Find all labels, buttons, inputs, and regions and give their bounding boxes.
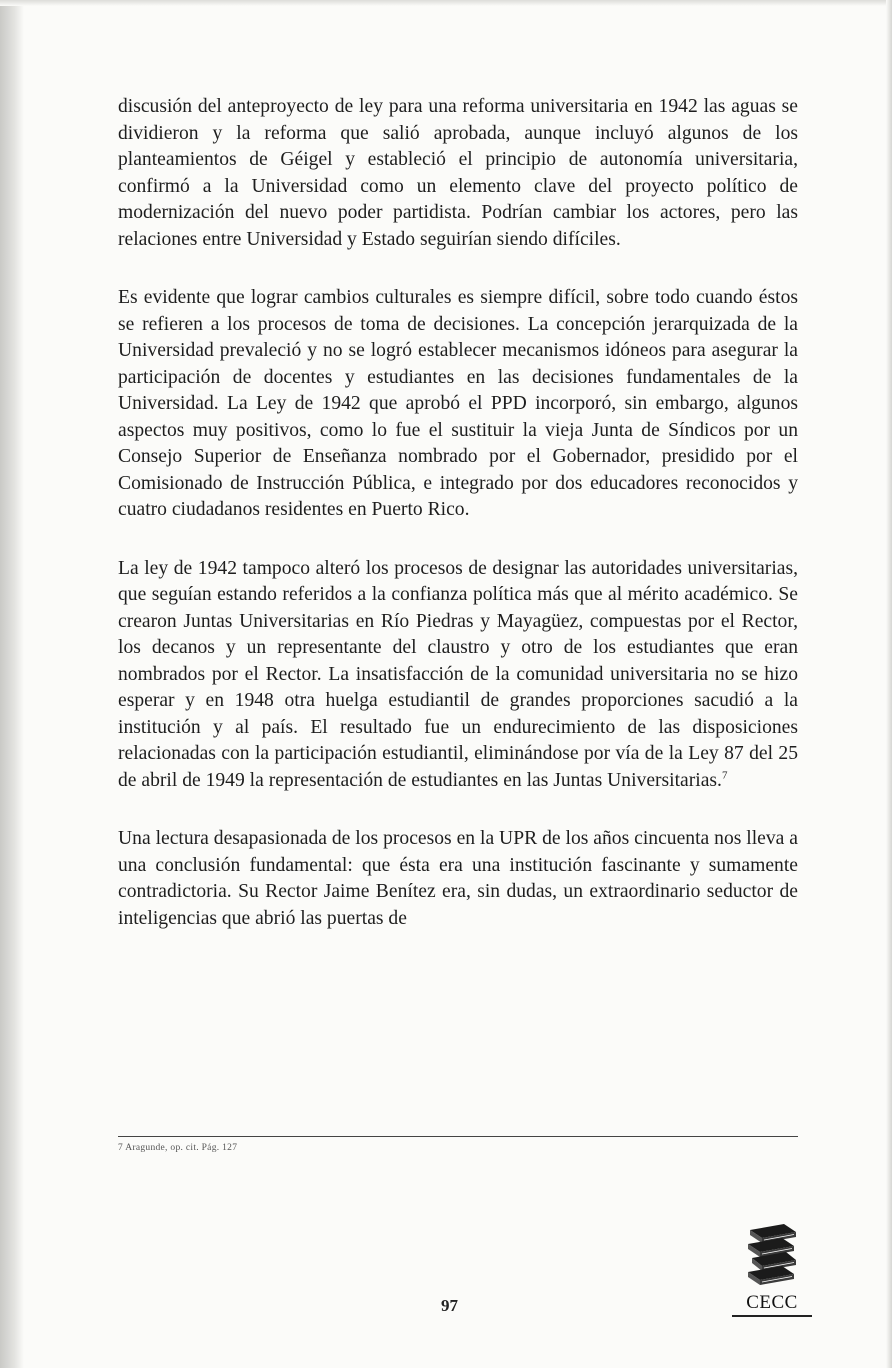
logo-underline (732, 1315, 812, 1317)
page-top-edge (0, 0, 892, 6)
page-binding-shadow (0, 0, 24, 1368)
paragraph-2: Es evidente que lograr cambios culturales es siempre difícil, sobre todo cuando éstos se refieren a los procesos de toma de decisiones. La concepción jerarquizada de la Universidad prevaleció y no se logró establecer mecanismos idóneos para asegurar la participación de docentes y estudiantes en las decisiones fundamentales de la Universidad. La Ley de 1942 que aprobó el PPD incorporó, sin embargo, algunos aspectos muy positivos, como lo fue el sustituir la vieja Junta de Síndicos por un Consejo Superior de Enseñanza nombrado por el Gobernador, presidido por el Comisionado de Instrucción Pública, e integrado por dos educadores reconocidos y cuatro ciudadanos residentes en Puerto Rico. (118, 287, 798, 520)
footnote: 7 Aragunde, op. cit. Pág. 127 (118, 1143, 238, 1153)
footnote-divider (118, 1136, 798, 1137)
paragraph-1: discusión del anteproyecto de ley para una reforma universitaria en 1942 las aguas se dividieron y la reforma que salió aprobada, aunque incluyó algunos de los planteamientos de Géigel y estableció el principio de autonomía universitaria, confirmó a la Universidad como un elemento clave del proyecto político de modernización del nuevo poder partidista. Podrían cambiar los actores, pero las relaciones entre Universidad y Estado seguirían siendo difíciles. (118, 96, 798, 250)
page-right-edge (886, 0, 892, 1368)
paragraph-4: Una lectura desapasionada de los procesos en la UPR de los años cincuenta nos lleva a una conclusión fundamental: que ésta era una institución fascinante y sumamente contradictoria. Su Rector Jaime Benítez era, sin dudas, un extraordinario seductor de inteligencias que abrió las puertas de (118, 828, 798, 929)
book-stack-icon (744, 1222, 800, 1294)
paragraph-3-text: La ley de 1942 tampoco alteró los procesos de designar las autoridades universitarias, que seguían estando referidos a la confianza política más que al mérito académico. Se crearon Juntas Universitarias en Río Piedras y Mayagüez, compuestas por el Rector, los decanos y un representante del claustro y otro de los estudiantes que eran nombrados por el Rector. La insatisfacción de la comunidad universitaria no se hizo esperar y en 1948 otra huelga estudiantil de grandes proporciones sacudió a la institución y al país. El resultado fue un endurecimiento de las disposiciones relacionadas con la participación estudiantil, eliminándose por vía de la Ley 87 del 25 de abril de 1949 la representación de estudiantes en las Juntas Universitarias. (118, 557, 798, 791)
footnote-reference: 7 (721, 768, 728, 781)
body-text (118, 94, 798, 932)
logo-text: CECC (746, 1292, 798, 1313)
cecc-logo (726, 1222, 816, 1318)
paragraph-3 (118, 556, 798, 795)
page-number: 97 (441, 1296, 458, 1315)
